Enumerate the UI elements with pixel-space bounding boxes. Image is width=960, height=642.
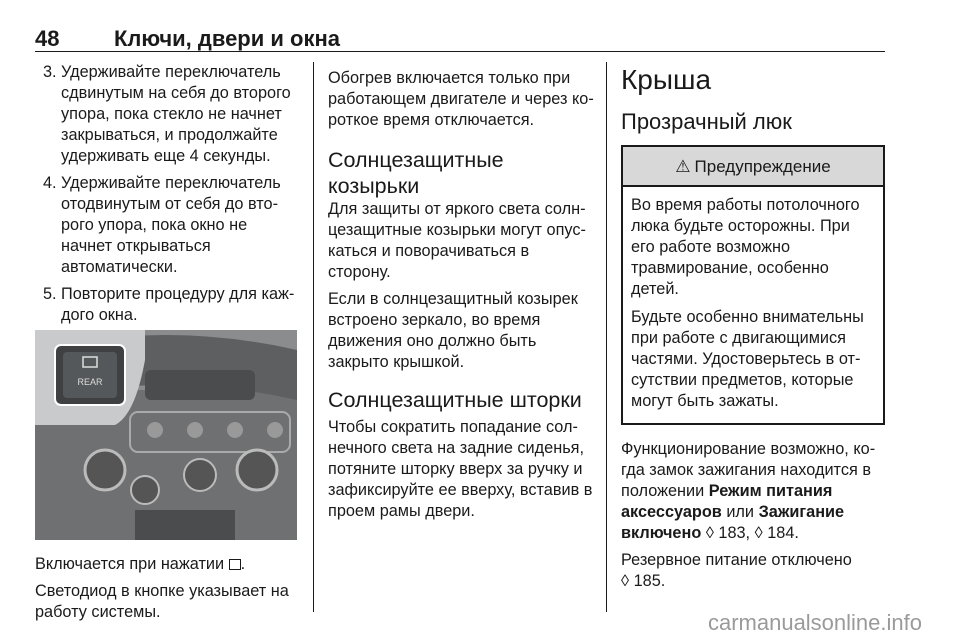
warning-body: Во время работы потолочного люка будьте осторожны. При его работе возможно травмирование, особенно детей. Будьте особенно внимательны при работе с двигающимися частями. Удостоверьтесь в отсутствии предметов, которые могут быть зажаты. [631,196,864,410]
paragraph: Обогрев включается только при работающем двигателе и через короткое время отключается. [328,69,594,129]
paragraph: Чтобы сократить попадание солнечного света на задние сиденья, потяните шторку вверх за ручку и зафиксируйте ее вверху, вставив в проем рамы двери. [328,418,593,520]
dashboard-photo [35,330,297,540]
list-item: 4. Удерживайте переключатель отодвинутым от себя до второго упора, пока окно не начнет открываться автоматически. [43,174,281,276]
list-item: 3. Удерживайте переключатель сдвинутым на себя до второго упора, пока стекло не начнет закрываться, и продолжайте удерживать еще 4 секунды. [43,63,291,165]
paragraph: Светодиод в кнопке указывает на работу системы. [35,582,289,621]
column-1 [35,62,297,373]
column-divider-1 [313,62,314,612]
paragraph: Включается при нажатии . [35,555,246,573]
page-ref-link[interactable]: 184. [767,524,799,542]
paragraph: Функционирование возможно, когда замок зажигания находится в положении Режим питания аксессуаров или Зажигание включено ◊ 183, ◊ 184. [621,440,876,542]
page-ref-icon: ◊ [621,572,630,590]
column-3 [621,64,885,598]
page-ref-icon: ◊ [705,524,714,542]
page-ref-icon: ◊ [754,524,763,542]
paragraph: Резервное питание отключено ◊ 185. [621,551,852,590]
page-ref-link[interactable]: 185. [633,572,666,590]
column-1-bottom [35,554,297,629]
dashboard-illustration [35,330,297,540]
watermark: carmanualsonline.info [707,610,922,635]
warning-box [621,145,885,425]
section-heading-sun-blinds: Солнцезащитные шторки [328,388,582,412]
rear-button-label: REAR [77,377,103,387]
header-rule [35,51,885,52]
section-title-roof: Крыша [621,64,712,95]
paragraph: Если в солнцезащитный козырек встроено зеркало, во время движения оно должно быть закрыто крышкой. [328,290,578,371]
page-header [35,26,340,52]
section-subtitle-sunroof: Прозрачный люк [621,109,792,134]
paragraph: Для защиты от яркого света солнцезащитные козырьки могут опускаться и поворачиваться в сторону. [328,200,586,281]
step-list [35,62,297,326]
warning-icon: ⚠ [675,156,691,176]
rear-defrost-icon [229,559,241,570]
column-divider-2 [606,62,607,612]
page-ref-link[interactable]: 183, [718,524,751,542]
page-title: Ключи, двери и окна [114,26,340,51]
list-item: 5. Повторите процедуру для каждого окна. [43,285,295,324]
column-2 [328,68,594,528]
section-heading-sun-visors: Солнцезащитные козырьки [328,148,504,198]
page-number: 48 [35,26,60,51]
warning-title: ⚠ Предупреждение [623,147,883,187]
